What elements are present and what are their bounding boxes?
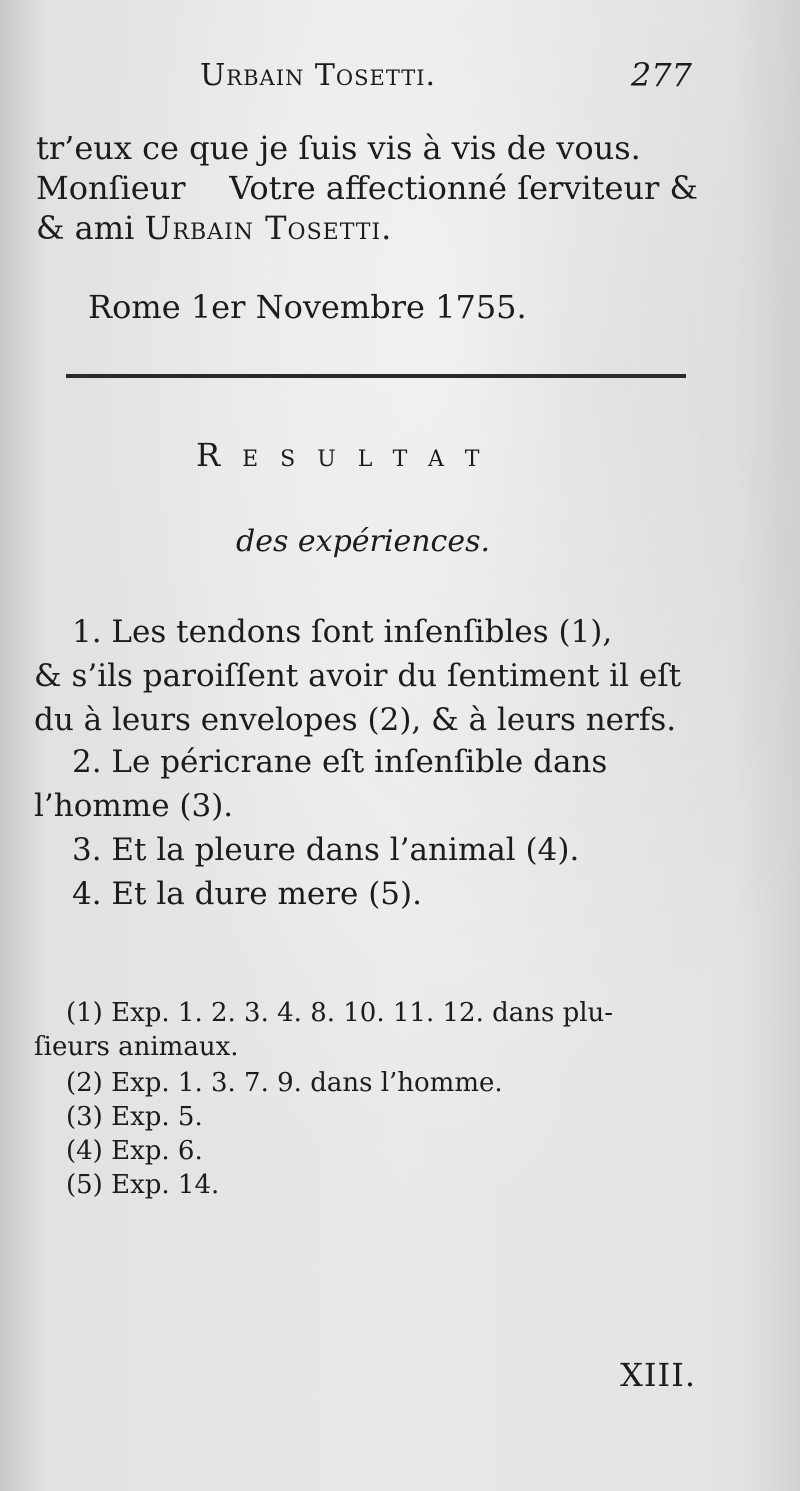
result-item-1-line-2: & s’ils paroiſſent avoir du ſentiment il eſt — [34, 658, 682, 694]
closing-phrase: Votre affectionné ſerviteur & — [229, 169, 698, 207]
letter-line-3 — [36, 208, 392, 248]
result-item-3: 3. Et la pleure dans l’animal (4). — [72, 832, 580, 868]
result-item-1-line-1: 1. Les tendons ſont inſenſibles (1), — [72, 614, 613, 650]
result-item-2-line-2: l’homme (3). — [34, 788, 234, 824]
signature-mark: XIII. — [620, 1356, 696, 1394]
section-subtitle: des expériences. — [236, 524, 491, 559]
section-divider — [66, 374, 686, 378]
letter-line-1: tr’eux ce que je ſuis vis à vis de vous. — [36, 129, 641, 167]
letter-line-2 — [36, 168, 698, 208]
footnote-1-line-2: ſieurs animaux. — [34, 1032, 239, 1062]
result-item-4: 4. Et la dure mere (5). — [72, 876, 422, 912]
result-item-2-line-1: 2. Le péricrane eſt inſenſible dans — [72, 744, 608, 780]
footnote-3: (3) Exp. 5. — [66, 1102, 203, 1132]
signature-name: Urbain Tosetti. — [144, 209, 393, 247]
footnote-1-line-1: (1) Exp. 1. 2. 3. 4. 8. 10. 11. 12. dans plu- — [66, 998, 614, 1028]
salutation: Monſieur — [36, 169, 186, 207]
footnote-4: (4) Exp. 6. — [66, 1136, 203, 1166]
closing-ami: & ami — [36, 209, 135, 247]
letter-date: Rome 1er Novembre 1755. — [88, 288, 527, 326]
result-item-1-line-3: du à leurs envelopes (2), & à leurs nerfs. — [34, 702, 677, 738]
footnote-2: (2) Exp. 1. 3. 7. 9. dans l’homme. — [66, 1068, 503, 1098]
section-title: Resultat — [196, 436, 502, 474]
footnote-5: (5) Exp. 14. — [66, 1170, 220, 1200]
running-head: Urbain Tosetti. — [200, 58, 437, 93]
page-number: 277 — [630, 56, 692, 94]
